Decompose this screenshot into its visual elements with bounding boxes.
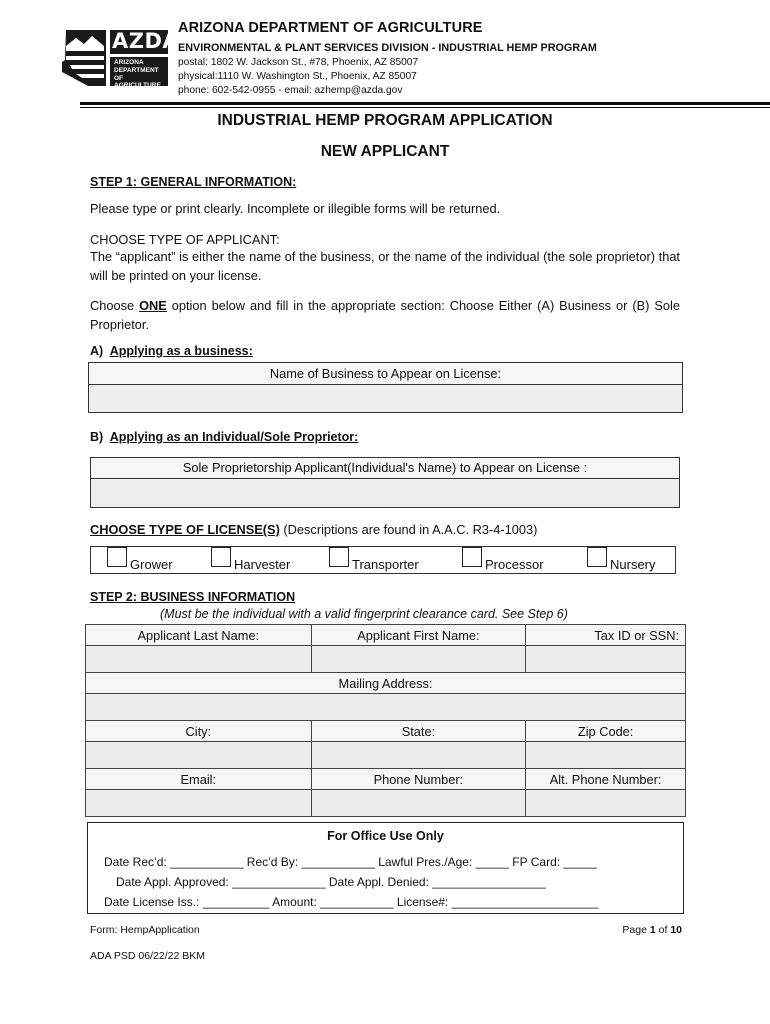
business-info-table (85, 624, 686, 817)
choose-one-instructions (90, 296, 680, 334)
choose-applicant-type: CHOOSE TYPE OF APPLICANT: (90, 232, 280, 247)
transporter-checkbox[interactable] (329, 547, 349, 567)
page-number (580, 924, 682, 936)
header-rule-thin (80, 107, 770, 108)
sole-proprietor-box (90, 457, 680, 508)
email-input[interactable] (86, 790, 312, 817)
alt-phone-input[interactable] (526, 790, 686, 817)
first-name-label: Applicant First Name: (311, 625, 526, 646)
section-b-heading (90, 430, 358, 444)
mailing-address-input[interactable] (86, 694, 686, 721)
transporter-label: Transporter (352, 557, 419, 572)
license-note: (Descriptions are found in A.A.C. R3-4-1003) (279, 522, 538, 537)
office-use-box (87, 822, 684, 914)
processor-checkbox[interactable] (462, 547, 482, 567)
state-label: State: (311, 721, 526, 742)
last-name-label: Applicant Last Name: (86, 625, 312, 646)
sole-proprietor-input[interactable] (91, 479, 679, 507)
logo-subtext-2: DEPARTMENT (114, 67, 159, 74)
page-current: 1 (649, 924, 656, 936)
processor-label: Processor (485, 557, 544, 572)
division-name: ENVIRONMENTAL & PLANT SERVICES DIVISION - INDUSTRIAL HEMP PROGRAM (178, 42, 597, 54)
business-name-box (88, 362, 683, 413)
step2-note: (Must be the individual with a valid fingerprint clearance card. See Step 6) (160, 607, 568, 621)
harvester-label: Harvester (234, 557, 291, 572)
license-heading: CHOOSE TYPE OF LICENSE(S) (90, 522, 280, 537)
choose-one-emphasis: ONE (139, 298, 167, 313)
license-options (90, 546, 676, 574)
city-input[interactable] (86, 742, 312, 769)
choose-prefix: Choose (90, 298, 140, 313)
page-of: of (655, 924, 671, 936)
azda-logo (58, 24, 180, 90)
nursery-checkbox[interactable] (587, 547, 607, 567)
agency-title: ARIZONA DEPARTMENT OF AGRICULTURE (178, 20, 483, 36)
page-prefix: Page (622, 924, 650, 936)
applicant-description: The “applicant” is either the name of the business, or the name of the individual (the sole proprietor) that will be printed on your license. (90, 249, 680, 283)
zip-label: Zip Code: (526, 721, 686, 742)
city-label: City: (86, 721, 312, 742)
logo-subtext-1: ARIZONA (114, 59, 144, 66)
phone-label: Phone Number: (311, 769, 526, 790)
grower-label: Grower (130, 557, 173, 572)
form-code: ADA PSD 06/22/22 BKM (90, 950, 205, 962)
tax-id-label: Tax ID or SSN: (526, 625, 686, 646)
page-total: 10 (670, 924, 682, 936)
tax-id-input[interactable] (526, 646, 686, 673)
business-name-input[interactable] (89, 385, 682, 412)
logo-text: AZDA (112, 29, 180, 53)
page-title: INDUSTRIAL HEMP PROGRAM APPLICATION (217, 112, 553, 129)
header-rule (80, 102, 770, 105)
office-line-3: Date License Iss.: __________ Amount: ___________ License#: ______________________ (104, 895, 599, 909)
section-b-label: Applying as an Individual/Sole Proprietor: (109, 430, 359, 444)
contact-info: phone: 602-542-0955 - email: azhemp@azda.gov (178, 85, 403, 96)
state-input[interactable] (311, 742, 526, 769)
email-label: Email: (86, 769, 312, 790)
choose-rest: option below and fill in the appropriate section: Choose Either (A) Business or (B) Sole Proprietor. (90, 298, 680, 332)
section-a-prefix: A) (90, 344, 104, 358)
mailing-address-label: Mailing Address: (86, 673, 686, 694)
form-name: Form: HempApplication (90, 924, 200, 936)
postal-address: postal: 1802 W. Jackson St., #78, Phoenix, AZ 85007 (178, 57, 419, 68)
section-a-heading (90, 344, 253, 358)
phone-input[interactable] (311, 790, 526, 817)
office-line-2: Date Appl. Approved: ______________ Date Appl. Denied: _________________ (116, 875, 546, 889)
grower-checkbox[interactable] (107, 547, 127, 567)
zip-input[interactable] (526, 742, 686, 769)
sole-proprietor-label: Sole Proprietorship Applicant(Individual's Name) to Appear on License : (91, 458, 679, 479)
nursery-label: Nursery (610, 557, 656, 572)
first-name-input[interactable] (311, 646, 526, 673)
office-line-1: Date Rec’d: ___________ Rec’d By: ___________ Lawful Pres./Age: _____ FP Card: _____ (104, 855, 597, 869)
logo-subtext-3: OF AGRICULTURE (114, 75, 161, 89)
harvester-checkbox[interactable] (211, 547, 231, 567)
step1-heading: STEP 1: GENERAL INFORMATION: (90, 175, 297, 189)
page-subtitle: NEW APPLICANT (320, 143, 450, 160)
section-b-prefix: B) (90, 430, 104, 444)
last-name-input[interactable] (86, 646, 312, 673)
section-a-label: Applying as a business: (109, 344, 253, 358)
alt-phone-label: Alt. Phone Number: (526, 769, 686, 790)
instructions: Please type or print clearly. Incomplete or illegible forms will be returned. (90, 201, 501, 216)
business-name-label: Name of Business to Appear on License: (89, 363, 682, 385)
physical-address: physical:1110 W. Washington St., Phoenix, AZ 85007 (178, 71, 417, 82)
step2-heading: STEP 2: BUSINESS INFORMATION (90, 590, 296, 604)
license-heading-line (90, 522, 537, 537)
office-use-title: For Office Use Only (327, 829, 444, 843)
